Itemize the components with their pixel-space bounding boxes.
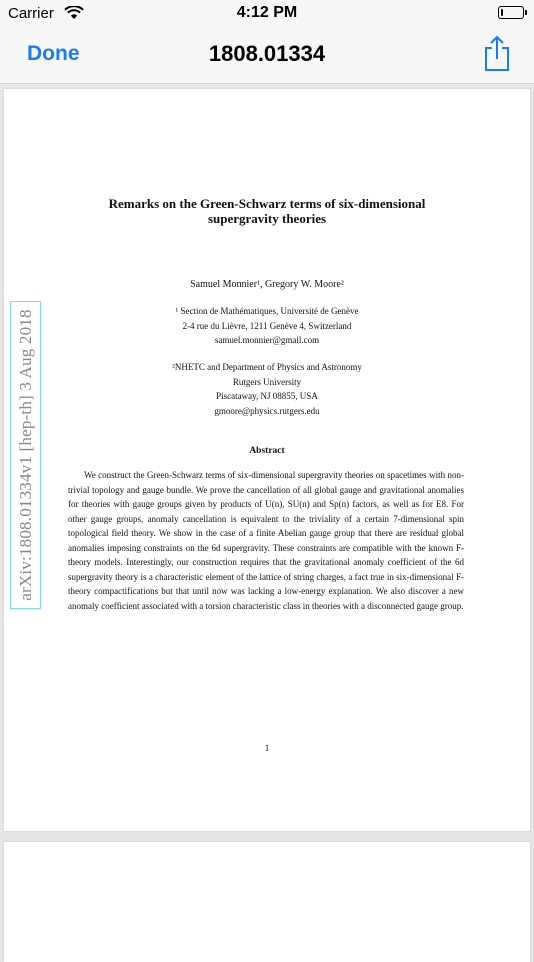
paper-title: Remarks on the Green-Schwarz terms of six-dimensional supergravity theories bbox=[108, 196, 426, 226]
abstract-heading: Abstract bbox=[249, 446, 285, 456]
affiliation-2: ²NHETC and Department of Physics and Astronomy Rutgers University Piscataway, NJ 08855, USA gmoore@physics.rutgers.edu bbox=[172, 362, 362, 416]
arxiv-identifier: arXiv:1808.01334v1 [hep-th] 3 Aug 2018 bbox=[15, 309, 35, 601]
share-icon[interactable] bbox=[484, 34, 510, 72]
pdf-page-1[interactable] bbox=[4, 89, 530, 831]
carrier-label: Carrier bbox=[8, 5, 54, 22]
abstract-text: We construct the Green-Schwarz terms of six-dimensional supergravity theories on spacetimes with non-trivial topology and gauge bundle. We prove the cancellation of all global gauge and gravitational anomalies for theories with gauge groups given by products of U(n), SU(n) and Sp(n) factors, as well as for E8. For other gauge groups, anomaly cancellation is equivalent to the triviality of a certain 7-dimensional spin topological field theory. We show in the case of a finite Abelian gauge group that there are residual global anomalies imposing constraints on the 6d supergravity. These constraints are compatible with the known F-theory models. Interestingly, our construction requires that the gravitational anomaly coefficient of the 6d supergravity theory is a characteristic element of the lattice of string charges, a fact true in six-dimensional F-theory compactifications but that until now was lacking a low-energy explanation. We also discover a new anomaly coefficient associated with a torsion characteristic class in theories with a disconnected gauge group. bbox=[68, 470, 464, 611]
paper-authors: Samuel Monnier¹, Gregory W. Moore² bbox=[190, 279, 344, 290]
arxiv-stamp bbox=[10, 301, 41, 609]
navigation-bar bbox=[0, 28, 534, 84]
done-button[interactable]: Done bbox=[27, 42, 80, 65]
pdf-page-2[interactable] bbox=[4, 842, 530, 962]
status-bar bbox=[0, 0, 534, 28]
clock: 4:12 PM bbox=[236, 4, 298, 21]
page-number: 1 bbox=[264, 743, 270, 753]
battery-icon bbox=[498, 6, 524, 19]
document-title: 1808.01334 bbox=[208, 41, 326, 66]
affiliation-1: ¹ Section de Mathématiques, Université de Genève 2-4 rue du Lièvre, 1211 Genève 4, Switzerland samuel.monnier@gmail.com bbox=[175, 306, 359, 345]
